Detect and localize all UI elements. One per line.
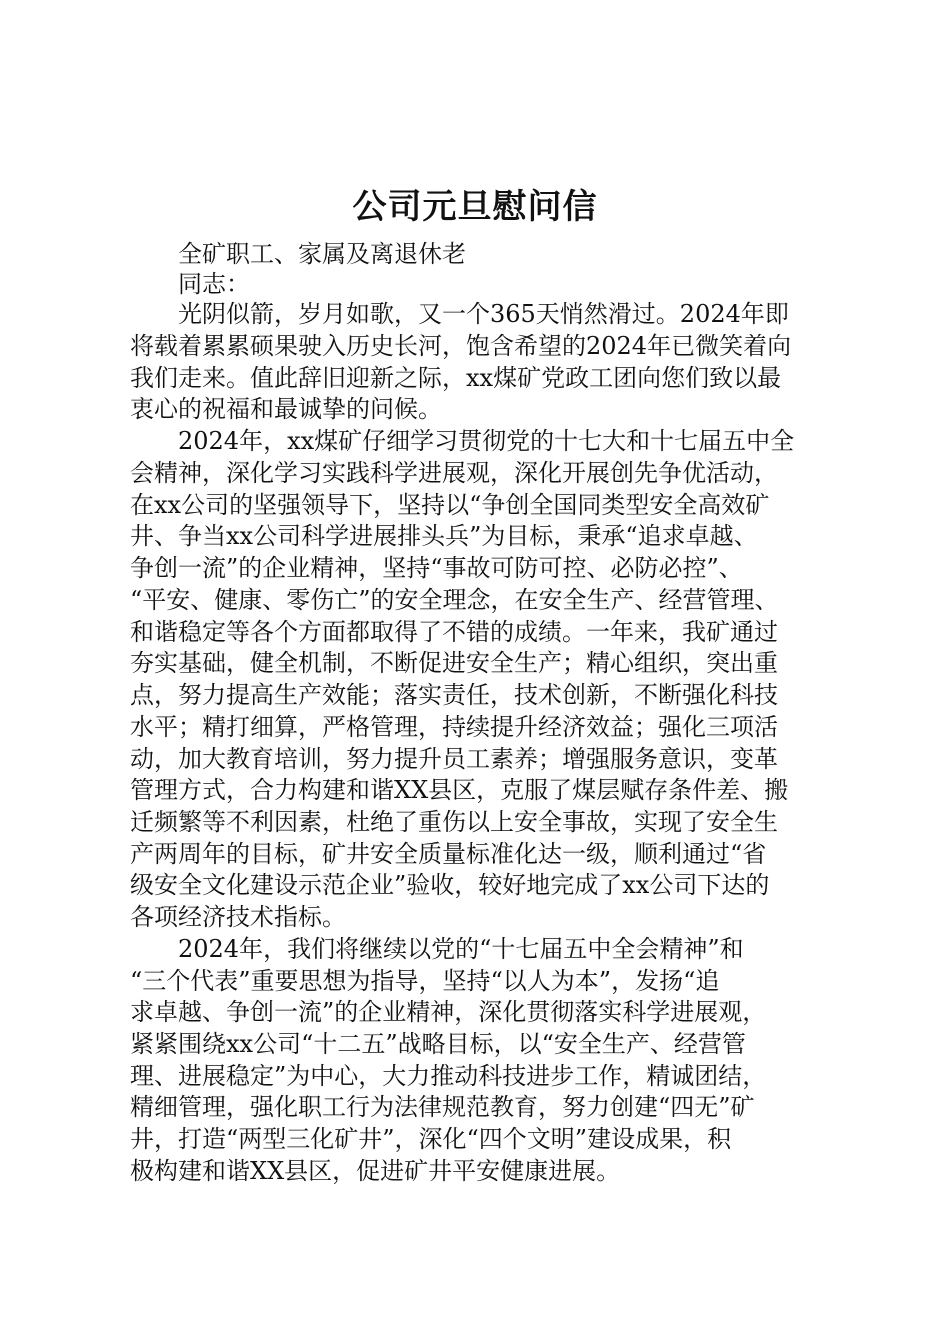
paragraph-2-line: “平安、健康、零伤亡”的安全理念，在安全生产、经营管理、	[130, 586, 779, 614]
paragraph-2-line: 争创一流”的企业精神，坚持“事故可防可控、必防必控”、	[130, 554, 743, 582]
paragraph-2-line: 夯实基础，健全机制，不断促进安全生产；精心组织，突出重	[130, 649, 778, 677]
paragraph-2-line: 管理方式，合力构建和谐XX县区，克服了煤层赋存条件差、搬	[130, 776, 789, 804]
paragraph-2-line: 点，努力提高生产效能；落实责任，技术创新，不断强化科技	[130, 681, 778, 709]
paragraph-3-line: “三个代表”重要思想为指导，坚持“以人为本”，发扬“追	[130, 967, 720, 995]
paragraph-2-line: 水平；精打细算，严格管理，持续提升经济效益；强化三项活	[130, 713, 778, 741]
paragraph-2-line: 动，加大教育培训，努力提升员工素养；增强服务意识，变革	[130, 745, 778, 773]
paragraph-3-line: 井，打造“两型三化矿井”，深化“四个文明”建设成果，积	[130, 1125, 732, 1153]
paragraph-2-line: 产两周年的目标，矿井安全质量标准化达一级，顺利通过“省	[130, 840, 767, 868]
paragraph-1-line: 将载着累累硕果驶入历史长河，饱含希望的2024年已微笑着向	[130, 332, 792, 360]
paragraph-2-line: 会精神，深化学习实践科学进展观，深化开展创先争优活动，	[130, 459, 778, 487]
paragraph-1-line: 我们走来。值此辞旧迎新之际，xx煤矿党政工团向您们致以最	[130, 364, 782, 392]
paragraph-3-line: 紧紧围绕xx公司“十二五”战略目标，以“安全生产、经营管	[130, 1030, 746, 1058]
paragraph-2-line: 各项经济技术指标。	[130, 903, 346, 931]
document-title: 公司元旦慰问信	[352, 187, 598, 227]
paragraph-3-line: 理、进展稳定”为中心，大力推动科技进步工作，精诚团结，	[130, 1062, 767, 1090]
paragraph-2-line: 在xx公司的坚强领导下，坚持以“争创全国同类型安全高效矿	[130, 491, 770, 519]
paragraph-3-line: 极构建和谐XX县区，促进矿井平安健康进展。	[130, 1157, 621, 1185]
paragraph-3-line: 求卓越、争创一流”的企业精神，深化贯彻落实科学进展观，	[130, 998, 767, 1026]
paragraph-2-line: 井、争当xx公司科学进展排头兵”为目标，秉承“追求卓越、	[130, 522, 758, 550]
greeting-line: 全矿职工、家属及离退休老	[178, 240, 466, 268]
paragraph-2-line: 级安全文化建设示范企业”验收，较好地完成了xx公司下达的	[130, 871, 770, 899]
greeting-line: 同志：	[178, 270, 250, 298]
paragraph-3-line: 2024年，我们将继续以党的“十七届五中全会精神”和	[178, 935, 744, 963]
paragraph-1-line: 衷心的祝福和最诚挚的问候。	[130, 395, 442, 423]
paragraph-1-line: 光阴似箭，岁月如歌，又一个365天悄然滑过。2024年即	[178, 300, 789, 328]
paragraph-3-line: 精细管理，强化职工行为法律规范教育，努力创建“四无”矿	[130, 1093, 755, 1121]
paragraph-2-line: 迁频繁等不利因素，杜绝了重伤以上安全事故，实现了安全生	[130, 808, 778, 836]
paragraph-2-line: 和谐稳定等各个方面都取得了不错的成绩。一年来，我矿通过	[130, 618, 778, 646]
paragraph-2-line: 2024年，xx煤矿仔细学习贯彻党的十七大和十七届五中全	[178, 427, 795, 455]
